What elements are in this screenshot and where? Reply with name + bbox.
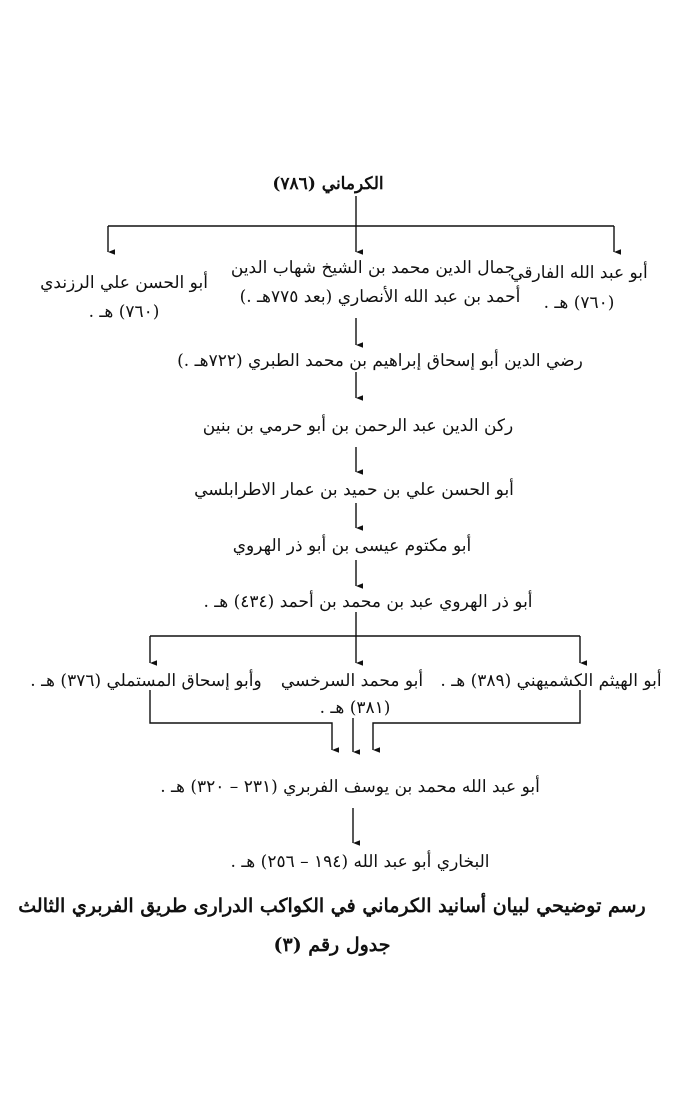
- node-n7: أبو عبد الله محمد بن يوسف الفربري (٢٣١ – ٣٢٠) هـ .: [160, 777, 540, 797]
- node-n8: البخاري أبو عبد الله (١٩٤ – ٢٥٦) هـ .: [230, 852, 490, 872]
- node-n2: رضي الدين أبو إسحاق إبراهيم بن محمد الطبري (٧٢٢هـ .): [177, 351, 583, 371]
- node-n4: أبو الحسن علي بن حميد بن عمار الاطرابلسي: [194, 480, 514, 500]
- node-b-mid-line1: أبو محمد السرخسي: [280, 671, 424, 691]
- node-right-line2: (٧٦٠) هـ .: [543, 293, 615, 313]
- node-left-line1: أبو الحسن علي الرزندي: [40, 273, 208, 293]
- caption-title: رسم توضيحي لبيان أسانيد الكرماني في الكواكب الدرارى طريق الفربري الثالث: [18, 895, 646, 917]
- node-mid-line1: جمال الدين محمد بن الشيخ شهاب الدين: [230, 258, 516, 278]
- merge-right-path: [373, 690, 580, 750]
- node-b-left: وأبو إسحاق المستملي (٣٧٦) هـ .: [30, 671, 262, 691]
- node-left-line2: (٧٦٠) هـ .: [88, 302, 160, 322]
- caption-subtitle: جدول رقم (٣): [273, 934, 391, 956]
- merge-left-path: [150, 690, 332, 750]
- node-n6: أبو ذر الهروي عبد بن محمد بن أحمد (٤٣٤) هـ .: [203, 592, 533, 612]
- node-mid-line2: أحمد بن عبد الله الأنصاري (بعد ٧٧٥هـ .): [239, 287, 521, 307]
- node-b-right: أبو الهيثم الكشميهني (٣٨٩) هـ .: [440, 671, 662, 691]
- node-n3: ركن الدين عبد الرحمن بن أبو حرمي بن بنين: [202, 416, 514, 436]
- node-right-line1: أبو عبد الله الفارقي: [510, 263, 648, 283]
- node-root: الكرماني (٧٨٦): [272, 174, 384, 194]
- node-b-mid-line2: (٣٨١) هـ .: [319, 698, 391, 718]
- node-n5: أبو مكتوم عيسى بن أبو ذر الهروي: [232, 536, 472, 556]
